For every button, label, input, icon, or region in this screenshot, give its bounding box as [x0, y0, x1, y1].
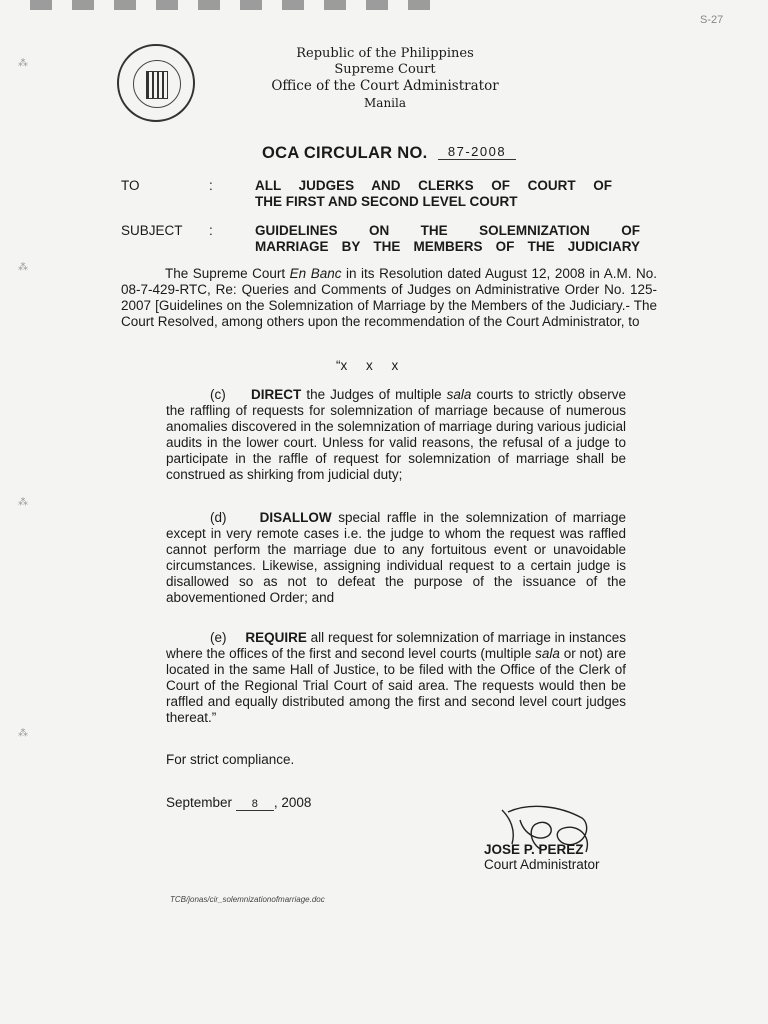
- binding-mark: ⁂: [18, 58, 28, 69]
- binding-mark: ⁂: [18, 262, 28, 273]
- clause-text: or not) are located in the same Hall of Justice, to be filed with the Office of the Clerk of Court of the Regional Trial Court of said area. The requests would then be raffled and equally distributed among the first and second level court judges thereat.”: [166, 646, 627, 725]
- clause-marker: (c): [210, 387, 226, 402]
- ellipsis-mark: “x x x: [336, 358, 399, 373]
- clause-e: [166, 630, 626, 726]
- file-reference: TCB/jonas/cir_solemnizationofmarriage.doc: [170, 895, 325, 904]
- closing-line: For strict compliance.: [166, 752, 295, 767]
- circular-number: 87-2008: [438, 144, 516, 160]
- letterhead-line-republic: Republic of the Philippines: [296, 46, 474, 61]
- seal-building-icon: [146, 71, 168, 99]
- subject-line: MARRIAGE BY THE MEMBERS OF THE JUDICIARY: [255, 239, 640, 254]
- to-colon: :: [209, 178, 213, 193]
- date-year: , 2008: [273, 795, 312, 810]
- clause-d: [166, 510, 626, 606]
- signatory-title: Court Administrator: [484, 857, 600, 872]
- clause-text: all request for solemnization of marriage in instances where the offices of the first and second level courts (multiple: [166, 630, 626, 661]
- intro-paragraph: [121, 266, 657, 330]
- to-addressees: [255, 178, 612, 210]
- binding-mark: ⁂: [18, 497, 28, 508]
- letterhead-line-office: Office of the Court Administrator: [271, 78, 499, 94]
- signatory-block: [484, 842, 600, 872]
- binding-mark: ⁂: [18, 728, 28, 739]
- circular-title: OCA CIRCULAR NO.: [262, 144, 428, 162]
- intro-text: The Supreme Court: [165, 266, 290, 281]
- to-line: ALL JUDGES AND CLERKS OF COURT OF: [255, 178, 612, 193]
- date-day: 8: [236, 798, 274, 811]
- letterhead-line-court: Supreme Court: [334, 62, 436, 77]
- supreme-court-seal: [117, 44, 195, 122]
- scan-artifact-top: [30, 0, 450, 10]
- clause-keyword: DISALLOW: [259, 510, 332, 525]
- subject-colon: :: [209, 223, 213, 238]
- clause-marker: (e): [210, 630, 227, 645]
- clause-marker: (d): [210, 510, 227, 525]
- date-line: [166, 795, 311, 811]
- clause-c: [166, 387, 626, 483]
- date-month: September: [166, 795, 233, 810]
- signatory-name: JOSE P. PEREZ: [484, 842, 584, 857]
- corner-mark: S-27: [700, 14, 724, 26]
- subject-line: GUIDELINES ON THE SOLEMNIZATION OF: [255, 223, 640, 238]
- to-line: THE FIRST AND SECOND LEVEL COURT: [255, 194, 518, 209]
- subject-label: SUBJECT: [121, 223, 183, 238]
- clause-text: special raffle in the solemnization of marriage except in very remote cases i.e. the judge to whom the request was raffled cannot perform the marriage due to any fortuitous event or unavoidable circumstances. Likewise, assigning individual request to a certain judge is disallowed so as not to defeat the purpose of the issuance of the abovementioned Order; and: [166, 510, 627, 605]
- letterhead: [200, 46, 570, 116]
- intro-en-banc: En Banc: [289, 266, 342, 281]
- letterhead-line-city: Manila: [364, 96, 406, 110]
- to-label: TO: [121, 178, 140, 193]
- clause-em: sala: [446, 387, 472, 402]
- intro-text: in its Resolution dated August 12, 2008 in A.M. No. 08-7-429-RTC, Re: Queries and Comments of Judges on Administrative Order No. 125-2007 [Guidelines on the Solemnization of Marriage by the Members of the Judiciary.- The Court Resolved, among others upon the recommendation of the Court Administrator, to: [121, 266, 657, 329]
- clause-keyword: REQUIRE: [245, 630, 307, 645]
- clause-text: courts to strictly observe the raffling of requests for solemnization of marriage because of numerous anomalies discovered in the solemnization of marriage during various judicial audits in the lower court. Unless for valid reasons, the refusal of a judge to participate in the raffle of request for solemnization of marriage shall be construed as shirking from judicial duty;: [166, 387, 626, 482]
- subject-text: [255, 223, 640, 255]
- clause-text: the Judges of multiple: [301, 387, 447, 402]
- clause-em: sala: [535, 646, 560, 661]
- clause-keyword: DIRECT: [251, 387, 302, 402]
